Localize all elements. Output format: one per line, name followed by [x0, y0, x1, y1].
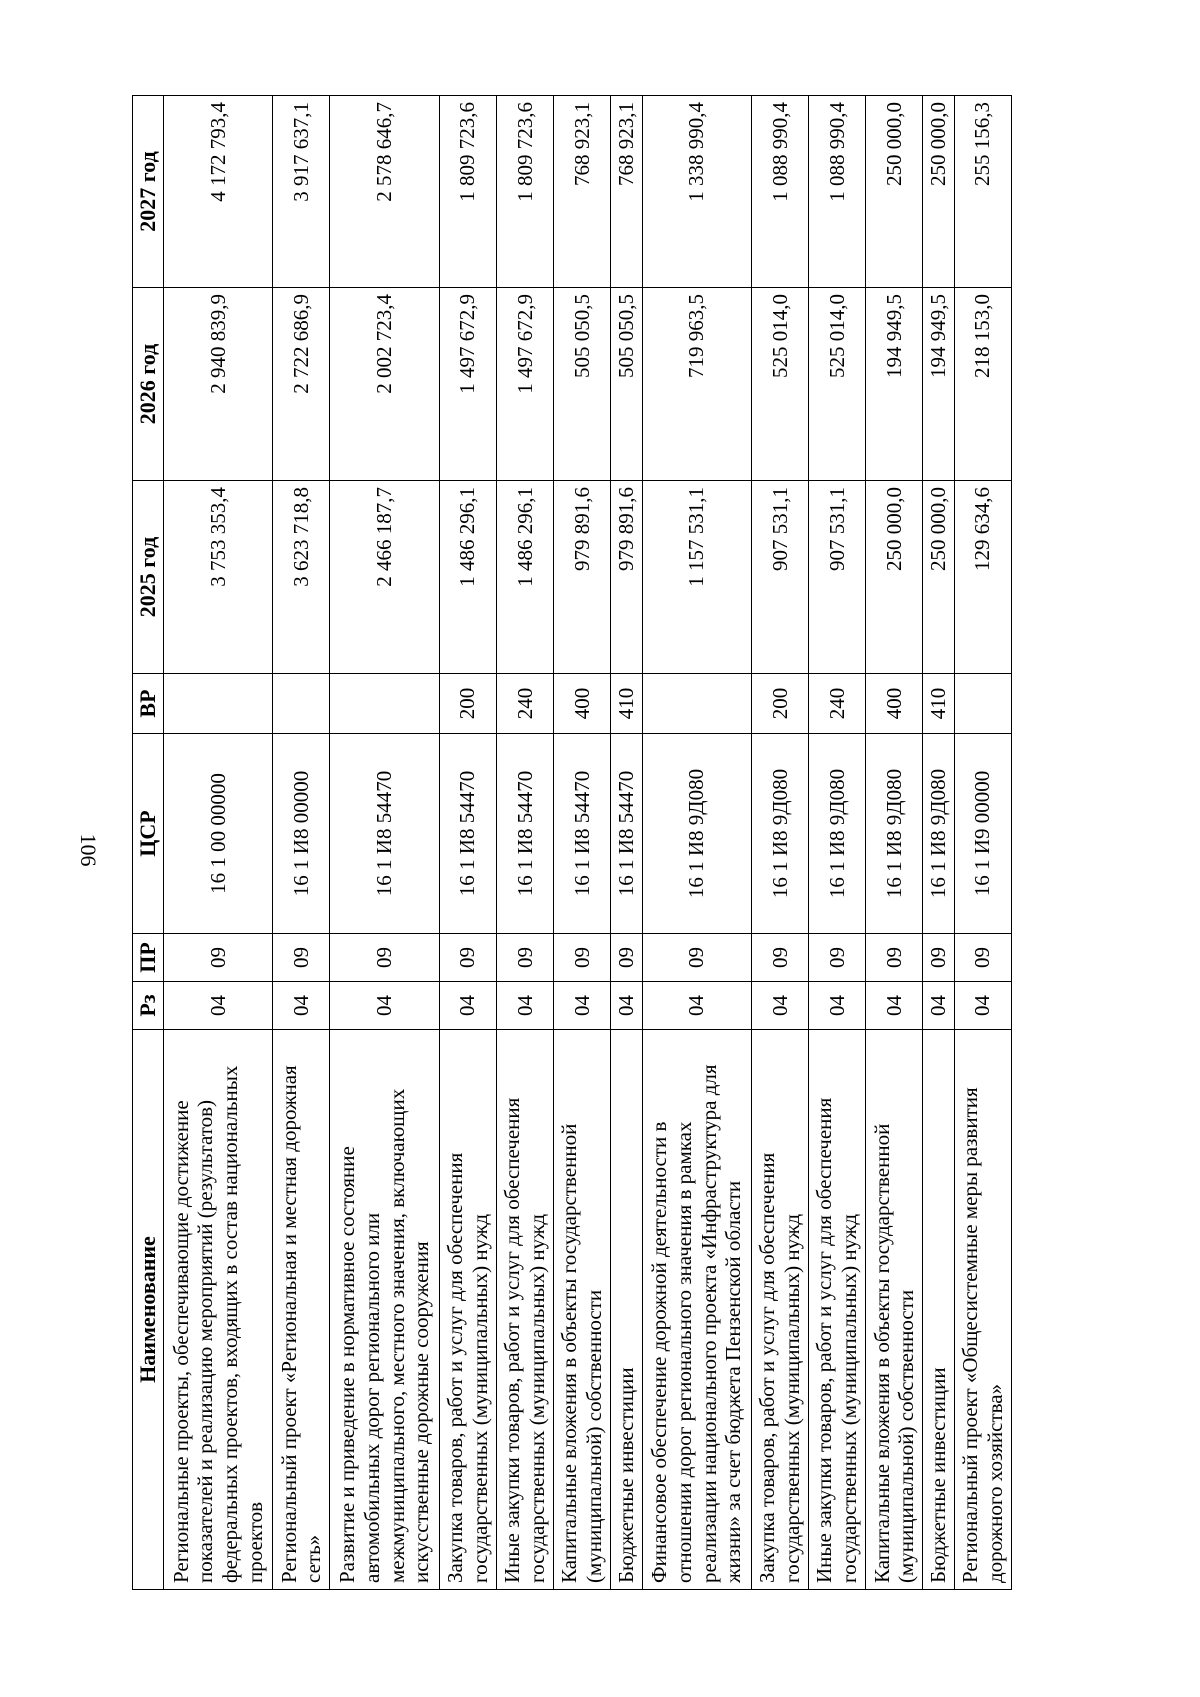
table-cell-name: Капитальные вложения в объекты государственной (муниципальной) собственности [866, 1030, 923, 1590]
table-cell-2025: 907 531,1 [809, 481, 866, 674]
table-cell-rz: 04 [496, 982, 553, 1030]
table-row [866, 96, 923, 1590]
table-cell-2027: 1 088 990,4 [809, 96, 866, 288]
table-cell-pr: 09 [751, 934, 808, 982]
table-cell-name: Региональный проект «Региональная и местная дорожная сеть» [273, 1030, 330, 1590]
table-row [439, 96, 496, 1590]
table-cell-2025: 3 623 718,8 [273, 481, 330, 674]
table-cell-pr: 09 [954, 934, 1011, 982]
table-row [330, 96, 439, 1590]
table-cell-csr: 16 1 И8 54470 [330, 734, 439, 934]
table-cell-name: Региональный проект «Общесистемные меры развития дорожного хозяйства» [954, 1030, 1011, 1590]
table-cell-csr: 16 1 И8 9Д080 [809, 734, 866, 934]
table-cell-2027: 1 809 723,6 [496, 96, 553, 288]
table-cell-2027: 768 923,1 [611, 96, 642, 288]
table-cell-csr: 16 1 И8 9Д080 [923, 734, 954, 934]
table-cell-2026: 194 949,5 [923, 288, 954, 481]
table-cell-rz: 04 [554, 982, 611, 1030]
table-cell-2026: 1 497 672,9 [496, 288, 553, 481]
table-cell-rz: 04 [923, 982, 954, 1030]
table-cell-rz: 04 [809, 982, 866, 1030]
table-cell-2025: 3 753 353,4 [163, 481, 272, 674]
table-cell-csr: 16 1 И8 54470 [496, 734, 553, 934]
table-cell-rz: 04 [954, 982, 1011, 1030]
table-cell-name: Иные закупки товаров, работ и услуг для обеспечения государственных (муниципальных) нужд [496, 1030, 553, 1590]
table-cell-2027: 250 000,0 [866, 96, 923, 288]
table-cell-vr [330, 674, 439, 734]
table-cell-pr: 09 [611, 934, 642, 982]
table-cell-2027: 4 172 793,4 [163, 96, 272, 288]
table-cell-2027: 1 088 990,4 [751, 96, 808, 288]
table-cell-pr: 09 [809, 934, 866, 982]
table-cell-rz: 04 [866, 982, 923, 1030]
table-cell-name: Закупка товаров, работ и услуг для обеспечения государственных (муниципальных) нужд [439, 1030, 496, 1590]
table-cell-2027: 1 809 723,6 [439, 96, 496, 288]
table-cell-2027: 250 000,0 [923, 96, 954, 288]
table-cell-name: Капитальные вложения в объекты государственной (муниципальной) собственности [554, 1030, 611, 1590]
table-cell-2025: 1 486 296,1 [439, 481, 496, 674]
table-cell-csr: 16 1 И8 9Д080 [642, 734, 751, 934]
header-2027: 2027 год [133, 96, 164, 288]
header-2025: 2025 год [133, 481, 164, 674]
header-csr: ЦСР [133, 734, 164, 934]
header-name: Наименование [133, 1030, 164, 1590]
table-cell-2027: 3 917 637,1 [273, 96, 330, 288]
table-row [163, 96, 272, 1590]
table-cell-2025: 2 466 187,7 [330, 481, 439, 674]
table-cell-csr: 16 1 И8 54470 [611, 734, 642, 934]
table-row [642, 96, 751, 1590]
table-cell-pr: 09 [163, 934, 272, 982]
table-cell-rz: 04 [751, 982, 808, 1030]
table-cell-2026: 525 014,0 [751, 288, 808, 481]
table-cell-rz: 04 [330, 982, 439, 1030]
table-cell-pr: 09 [439, 934, 496, 982]
table-cell-2026: 2 722 686,9 [273, 288, 330, 481]
table-cell-2027: 1 338 990,4 [642, 96, 751, 288]
table-cell-pr: 09 [330, 934, 439, 982]
table-row [923, 96, 954, 1590]
table-cell-rz: 04 [439, 982, 496, 1030]
table-cell-2025: 129 634,6 [954, 481, 1011, 674]
header-pr: ПР [133, 934, 164, 982]
table-cell-2025: 907 531,1 [751, 481, 808, 674]
table-cell-name: Закупка товаров, работ и услуг для обеспечения государственных (муниципальных) нужд [751, 1030, 808, 1590]
table-cell-rz: 04 [273, 982, 330, 1030]
table-row [496, 96, 553, 1590]
table-cell-2026: 525 014,0 [809, 288, 866, 481]
table-cell-2025: 1 486 296,1 [496, 481, 553, 674]
page-number: 106 [76, 833, 101, 867]
table-cell-2026: 2 940 839,9 [163, 288, 272, 481]
table-cell-csr: 16 1 00 00000 [163, 734, 272, 934]
table-cell-rz: 04 [611, 982, 642, 1030]
table-cell-vr [273, 674, 330, 734]
table-cell-vr: 200 [751, 674, 808, 734]
table-cell-csr: 16 1 И8 9Д080 [866, 734, 923, 934]
table-cell-2026: 218 153,0 [954, 288, 1011, 481]
table-cell-vr: 400 [866, 674, 923, 734]
table-cell-2025: 1 157 531,1 [642, 481, 751, 674]
table-row [809, 96, 866, 1590]
table-cell-vr [954, 674, 1011, 734]
table-cell-rz: 04 [642, 982, 751, 1030]
table-cell-2025: 250 000,0 [923, 481, 954, 674]
table-cell-2026: 194 949,5 [866, 288, 923, 481]
table-cell-csr: 16 1 И8 54470 [439, 734, 496, 934]
table-cell-vr: 240 [809, 674, 866, 734]
table-cell-name: Бюджетные инвестиции [611, 1030, 642, 1590]
table-cell-pr: 09 [642, 934, 751, 982]
table-cell-csr: 16 1 И9 00000 [954, 734, 1011, 934]
table-cell-csr: 16 1 И8 00000 [273, 734, 330, 934]
budget-table-frame [132, 96, 1012, 1590]
table-cell-pr: 09 [554, 934, 611, 982]
table-header-row [133, 96, 164, 1590]
table-cell-2026: 1 497 672,9 [439, 288, 496, 481]
table-cell-name: Иные закупки товаров, работ и услуг для обеспечения государственных (муниципальных) нужд [809, 1030, 866, 1590]
table-cell-2027: 255 156,3 [954, 96, 1011, 288]
table-cell-2026: 505 050,5 [554, 288, 611, 481]
table-cell-name: Финансовое обеспечение дорожной деятельности в отношении дорог регионального значения в рамках реализации национального проекта «Инфраструктура для жизни» за счет бюджета Пензенской области [642, 1030, 751, 1590]
header-2026: 2026 год [133, 288, 164, 481]
table-cell-pr: 09 [273, 934, 330, 982]
table-cell-vr: 240 [496, 674, 553, 734]
table-cell-pr: 09 [866, 934, 923, 982]
table-row [751, 96, 808, 1590]
table-cell-vr: 400 [554, 674, 611, 734]
table-cell-name: Развитие и приведение в нормативное состояние автомобильных дорог регионального или межмуниципального, местного значения, включающих искусственные дорожные сооружения [330, 1030, 439, 1590]
table-row [611, 96, 642, 1590]
table-cell-pr: 09 [923, 934, 954, 982]
table-cell-vr: 410 [611, 674, 642, 734]
table-row [554, 96, 611, 1590]
table-cell-csr: 16 1 И8 54470 [554, 734, 611, 934]
table-cell-vr [642, 674, 751, 734]
table-cell-vr [163, 674, 272, 734]
header-rz: Рз [133, 982, 164, 1030]
table-cell-vr: 200 [439, 674, 496, 734]
table-cell-2026: 2 002 723,4 [330, 288, 439, 481]
table-row [954, 96, 1011, 1590]
table-cell-2026: 719 963,5 [642, 288, 751, 481]
budget-table [132, 95, 1012, 1590]
table-row [273, 96, 330, 1590]
table-cell-csr: 16 1 И8 9Д080 [751, 734, 808, 934]
table-cell-pr: 09 [496, 934, 553, 982]
table-cell-name: Бюджетные инвестиции [923, 1030, 954, 1590]
header-vr: ВР [133, 674, 164, 734]
table-cell-2025: 979 891,6 [554, 481, 611, 674]
table-cell-rz: 04 [163, 982, 272, 1030]
table-cell-2027: 768 923,1 [554, 96, 611, 288]
table-cell-vr: 410 [923, 674, 954, 734]
table-cell-2027: 2 578 646,7 [330, 96, 439, 288]
table-cell-name: Региональные проекты, обеспечивающие достижение показателей и реализацию мероприятий (результатов) федеральных проектов, входящих в состав национальных проектов [163, 1030, 272, 1590]
table-cell-2025: 979 891,6 [611, 481, 642, 674]
table-cell-2025: 250 000,0 [866, 481, 923, 674]
table-cell-2026: 505 050,5 [611, 288, 642, 481]
